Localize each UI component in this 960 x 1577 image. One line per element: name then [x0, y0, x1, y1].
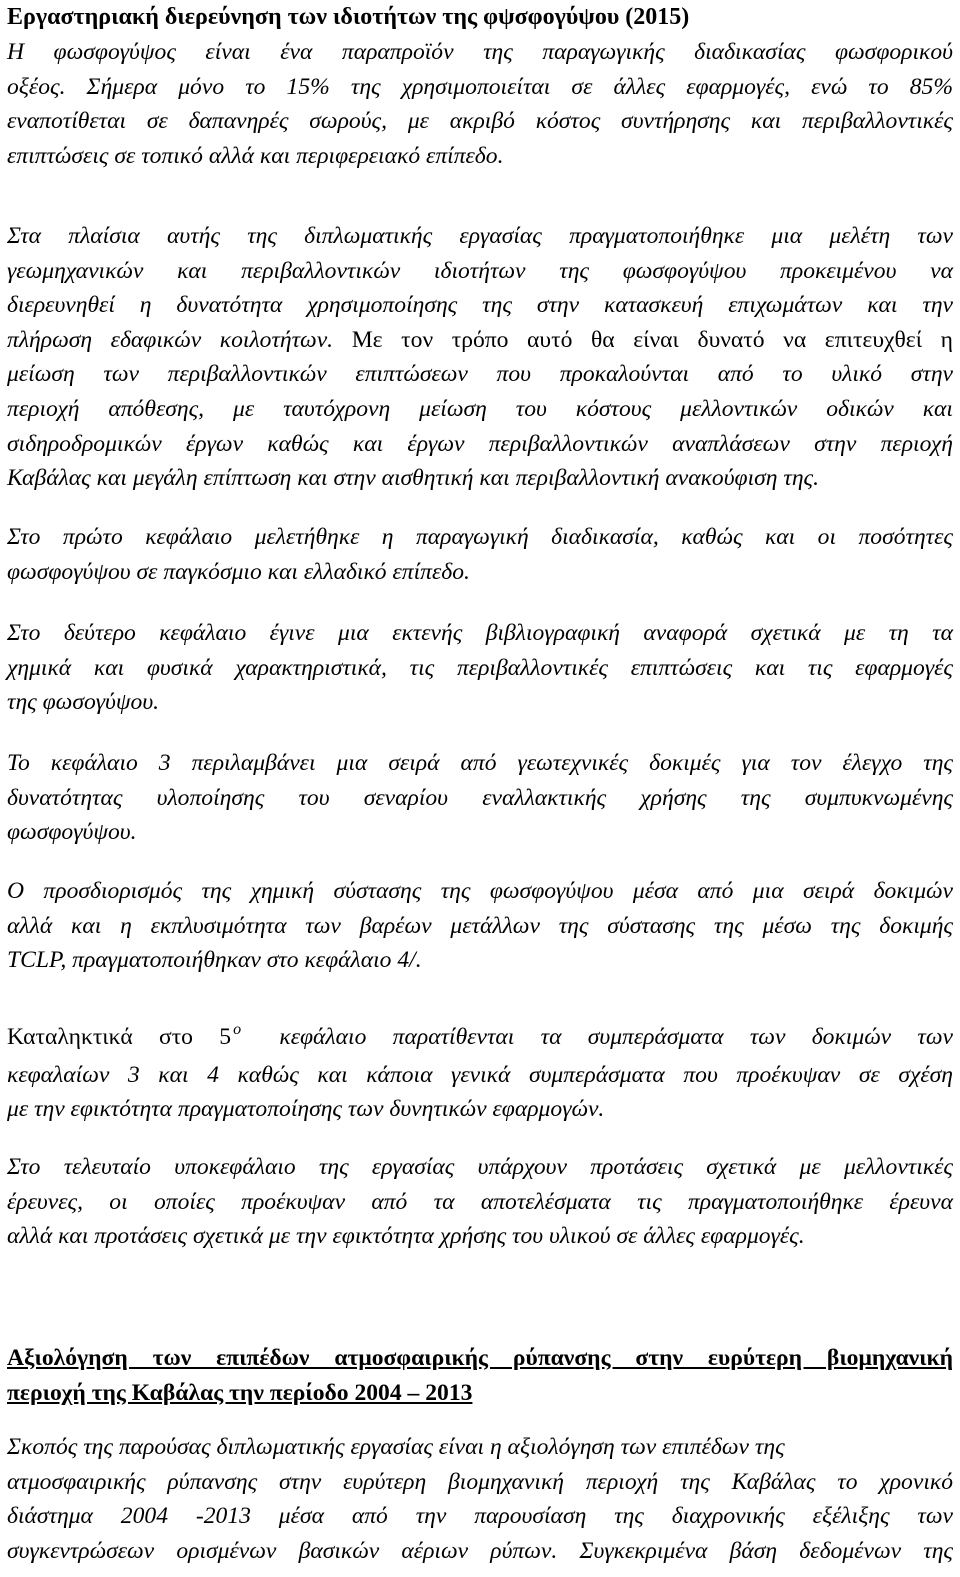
text-line: οξέος. Σήμερα μόνο το 15% της χρησιμοποιείται σε άλλες εφαρμογές, ενώ το 85%: [7, 73, 953, 100]
text-line: σιδηροδρομικών έργων καθώς και έργων περιβαλλοντικών αναπλάσεων στην περιοχή: [7, 430, 953, 457]
text-line: χημικά και φυσικά χαρακτηριστικά, τις περιβαλλοντικές επιπτώσεις και τις εφαρμογές: [7, 654, 953, 681]
text-line: [7, 1020, 953, 1058]
paragraph-future-work: [7, 1150, 953, 1254]
section-1-title: Εργαστηριακή διερεύνηση των ιδιοτήτων της φψσφογύψου (2015): [7, 4, 690, 30]
text-line: μείωση των περιβαλλοντικών επιπτώσεων που προκαλούνται από το υλικό στην: [7, 361, 953, 388]
text-line: συγκεντρώσεων ορισμένων βασικών αέριων ρύπων. Συγκεκριμένα βάση δεδομένων της: [7, 1537, 953, 1564]
text-line: αλλά και προτάσεις σχετικά με την εφικτότητα χρήσης του υλικού σε άλλες εφαρμογές.: [7, 1223, 805, 1250]
text-line: έρευνες, οι οποίες προέκυψαν από τα αποτελέσματα τις πραγματοποιήθηκε έρευνα: [7, 1188, 953, 1215]
text-line: γεωμηχανικών και περιβαλλοντικών ιδιοτήτων της φωσφογύψου προκειμένου να: [7, 257, 953, 284]
text-line: φωσφογύψου.: [7, 819, 137, 846]
text-line: Το κεφάλαιο 3 περιλαμβάνει μια σειρά από γεωτεχνικές δοκιμές για τον έλεγχο της: [7, 750, 953, 776]
text-line: Στο πρώτο κεφάλαιο μελετήθηκε η παραγωγική διαδικασία, καθώς και οι ποσότητες: [7, 524, 953, 550]
text-line: Ο προσδιορισμός της χημική σύστασης της φωσφογύψου μέσα από μια σειρά δοκιμών: [7, 878, 953, 904]
section-2-title: [7, 1341, 953, 1410]
text-fragment: πλήρωση εδαφικών κοιλοτήτων.: [7, 326, 334, 353]
text-fragment: Καταληκτικά στο 5: [7, 1024, 232, 1050]
paragraph-study: [7, 219, 953, 496]
text-line: Καβάλας και μεγάλη επίπτωση και στην αισθητική και περιβαλλοντική ανακούφιση της.: [7, 465, 819, 492]
text-line: κεφαλαίων 3 και 4 καθώς και κάποια γενικά συμπεράσματα που προέκυψαν σε σχέση: [7, 1061, 953, 1088]
text-line: Σκοπός της παρούσας διπλωματικής εργασίας είναι η αξιολόγηση των επιπέδων της: [7, 1434, 785, 1460]
text-line: περιοχή απόθεσης, με ταυτόχρονη μείωση του κόστους μελλοντικών οδικών και: [7, 395, 953, 422]
text-line: [7, 323, 953, 358]
paragraph-chapter-4: [7, 874, 953, 978]
paragraph-chapter-2: [7, 616, 953, 720]
text-line: διάστημα 2004 -2013 μέσα από την παρουσίαση της διαχρονικής εξέλιξης των: [7, 1503, 953, 1530]
text-line: Στο δεύτερο κεφάλαιο έγινε μια εκτενής βιβλιογραφική αναφορά σχετικά με τη τα: [7, 620, 953, 646]
paragraph-intro: [7, 35, 953, 173]
text-line: Στα πλαίσια αυτής της διπλωματικής εργασίας πραγματοποιήθηκε μια μελέτη των: [7, 223, 953, 249]
text-fragment: κεφάλαιο παρατίθενται τα συμπεράσματα των δοκιμών των: [279, 1024, 953, 1050]
paragraph-air-pollution: [7, 1430, 953, 1568]
text-line: με την εφικτότητα πραγματοποίησης των δυνητικών εφαρμογών.: [7, 1096, 605, 1123]
text-line: Η φωσφογύψος είναι ένα παραπροϊόν της παραγωγικής διαδικασίας φωσφορικού: [7, 39, 953, 65]
text-line: της φωσογύψου.: [7, 689, 160, 716]
paragraph-chapter-5: [7, 1020, 953, 1127]
text-line: εναποτίθεται σε δαπανηρές σωρούς, με ακριβό κόστος συντήρησης και περιβαλλοντικές: [7, 108, 953, 135]
text-line: διερευνηθεί η δυνατότητα χρησιμοποίησης της στην κατασκευή επιχωμάτων και την: [7, 292, 953, 319]
paragraph-chapter-3: [7, 746, 953, 850]
title-line: περιοχή της Καβάλας την περίοδο 2004 – 2013: [7, 1379, 473, 1406]
ordinal-superscript: ο: [233, 1021, 242, 1038]
text-line: Στο τελευταίο υποκεφάλαιο της εργασίας υπάρχουν προτάσεις σχετικά με μελλοντικές: [7, 1154, 953, 1180]
text-line: αλλά και η εκπλυσιμότητα των βαρέων μετάλλων της σύστασης της μέσω της δοκιμής: [7, 912, 953, 939]
text-fragment-upright: Με τον τρόπο αυτό θα είναι δυνατό να επιτευχθεί η: [351, 326, 953, 353]
text-line: δυνατότητας υλοποίησης του σεναρίου εναλλακτικής χρήσης της συμπυκνωμένης: [7, 784, 953, 811]
text-line: TCLP, πραγματοποιήθηκαν στο κεφάλαιο 4/.: [7, 947, 422, 974]
text-line: επιπτώσεις σε τοπικό αλλά και περιφερειακό επίπεδο.: [7, 142, 504, 169]
text-line: ατμοσφαιρικής ρύπανσης στην ευρύτερη βιομηχανική περιοχή της Καβάλας το χρονικό: [7, 1468, 953, 1495]
title-line: Αξιολόγηση των επιπέδων ατμοσφαιρικής ρύπανσης στην ευρύτερη βιομηχανική: [7, 1345, 953, 1371]
paragraph-chapter-1: [7, 520, 953, 589]
text-line: φωσφογύψου σε παγκόσμιο και ελλαδικό επίπεδο.: [7, 558, 470, 585]
